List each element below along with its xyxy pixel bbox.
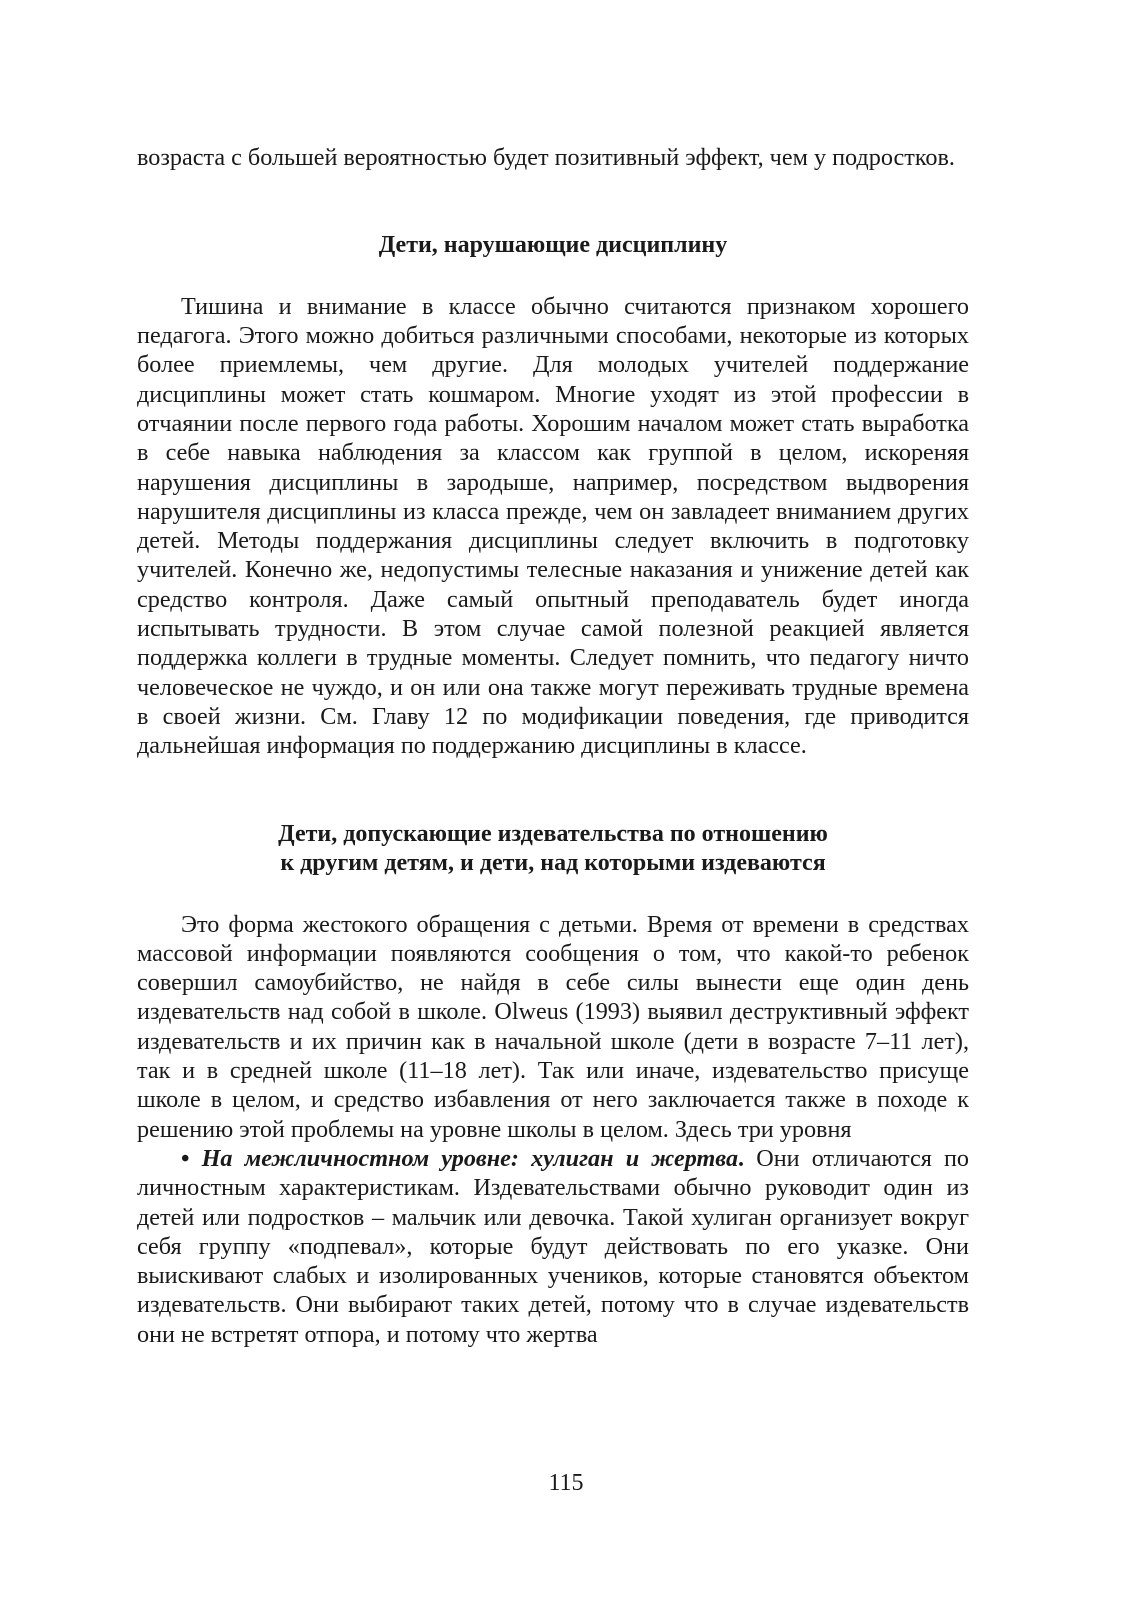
bullet-body-text: Они отличаются по личностным характеристикам. Издевательствами обычно руководит один из детей или подростков – мальчик или девочка. Такой хулиган организует вокруг себя группу «подпевал», которые будут действовать по его указке. Они выискивают слабых и изолированных учеников, которые становятся объектом издевательств. Они выбирают таких детей, потому что в случае издевательств они не встретят отпора, и потому что жертва xyxy=(137,1144,970,1348)
bullet-item-interpersonal xyxy=(137,1144,969,1349)
section-heading-bullying-line-1: Дети, допускающие издевательства по отношению xyxy=(278,820,828,847)
bullying-paragraph: Это форма жестокого обращения с детьми. Время от времени в средствах массовой информации появляются сообщения о том, что какой-то ребенок совершил самоубийство, не найдя в себе силы вынести еще один день издевательств над собой в школе. Olweus (1993) выявил деструктивный эффект издевательств и их причин как в начальной школе (дети в возрасте 7–11 лет), так и в средней школе (11–18 лет). Так или иначе, издевательство присуще школе в целом, и средство избавления от него заключается также в походе к решению этой проблемы на уровне школы в целом. Здесь три уровня xyxy=(137,910,969,1143)
bullet-lead-period: . xyxy=(738,1144,745,1172)
section-heading-discipline: Дети, нарушающие дисциплину xyxy=(378,232,728,259)
page-number: 115 xyxy=(548,1470,584,1496)
page-body xyxy=(137,143,969,1349)
discipline-paragraph: Тишина и внимание в классе обычно считаются признаком хорошего педагога. Этого можно добиться различными способами, некоторые из которых более приемлемы, чем другие. Для молодых учителей поддержание дисциплины может стать кошмаром. Многие уходят из этой профессии в отчаянии после первого года работы. Хорошим началом может стать выработка в себе навыка наблюдения за классом как группой в целом, искореняя нарушения дисциплины в зародыше, например, посредством выдворения нарушителя дисциплины из класса прежде, чем он завладеет вниманием других детей. Методы поддержания дисциплины следует включить в подготовку учителей. Конечно же, недопустимы телесные наказания и унижение детей как средство контроля. Даже самый опытный преподаватель будет иногда испытывать трудности. В этом случае самой полезной реакцией является поддержка коллеги в трудные моменты. Следует помнить, что педагогу ничто человеческое не чуждо, и он или она также могут переживать трудные времена в своей жизни. См. Главу 12 по модификации поведения, где приводится дальнейшая информация по поддержанию дисциплины в классе. xyxy=(137,292,969,760)
intro-paragraph: возраста с большей вероятностью будет позитивный эффект, чем у подростков. xyxy=(137,144,955,171)
section-heading-bullying-line-2: к другим детям, и дети, над которыми издеваются xyxy=(280,850,826,877)
bullet-lead-text: На межличностном уровне: хулиган и жертва xyxy=(201,1144,739,1172)
bullet-marker: • xyxy=(181,1144,190,1172)
section-heading-bullying xyxy=(137,820,969,879)
